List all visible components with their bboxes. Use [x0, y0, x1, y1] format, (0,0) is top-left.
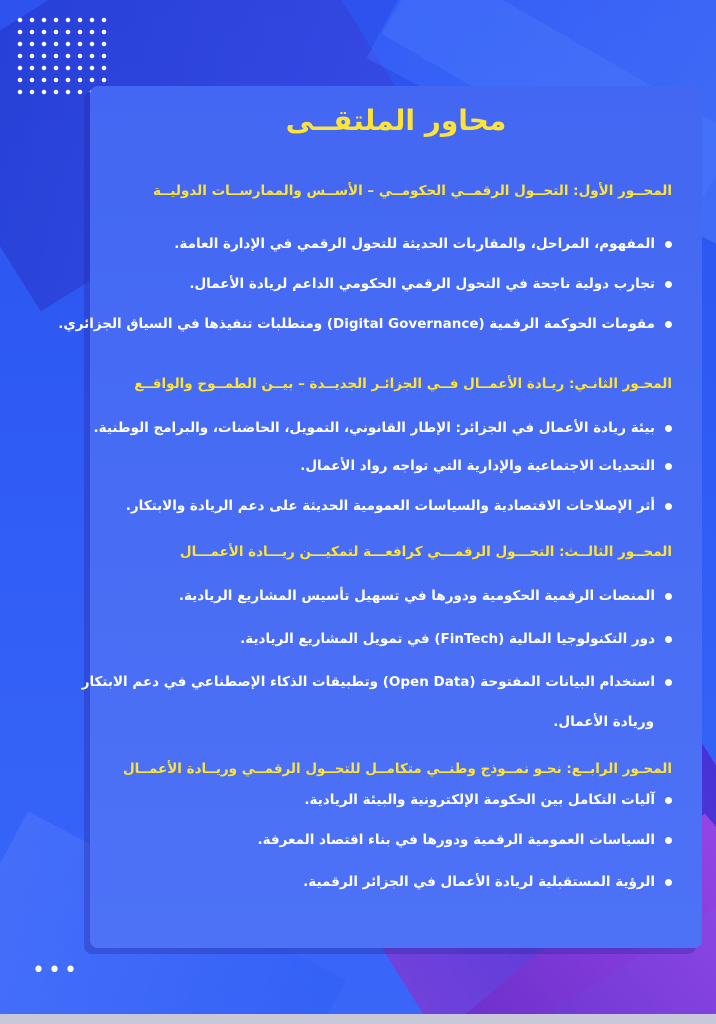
axis-1-title: المحــور الأول: التحــول الرقمــي الحكومــي – الأســس والممارســات الدوليــة	[153, 183, 672, 199]
bullet-icon	[665, 281, 672, 288]
document-content	[58, 86, 702, 948]
bullet-icon	[665, 321, 672, 328]
axis-4-item: السياسات العمومية الرقمية ودورها في بناء اقتصاد المعرفة.	[257, 832, 672, 848]
bottom-bar	[0, 1014, 716, 1024]
bullet-icon	[665, 593, 672, 600]
bullet-icon	[665, 503, 672, 510]
bullet-icon	[665, 636, 672, 643]
axis-3-item: استخدام البيانات المفتوحة (Open Data) وتطبيقات الذكاء الإصطناعي في دعم الابتكار	[82, 674, 672, 690]
bullet-icon	[665, 837, 672, 844]
axis-4-title: المحـور الرابــع: نحـو نمــوذج وطنــي متكامــل للتحــول الرقمــي وريــادة الأعمــال	[122, 761, 672, 777]
bullet-icon	[665, 679, 672, 686]
axis-2-title: المحـور الثانـي: ريـادة الأعمــال فــي الجزائـر الجديــدة – بيــن الطمــوح والواقــع	[134, 376, 672, 392]
axis-3-item: المنصات الرقمية الحكومية ودورها في تسهيل تأسيس المشاريع الريادية.	[179, 588, 672, 604]
axis-3-item-continuation: وريادة الأعمال.	[553, 714, 654, 730]
bullet-icon	[665, 797, 672, 804]
bullet-icon	[665, 879, 672, 886]
axis-2-item: بيئة ريادة الأعمال في الجزائر: الإطار القانوني، التمويل، الحاضنات، والبرامج الوطنية.	[94, 420, 672, 436]
axis-1-item: مقومات الحوكمة الرقمية (Digital Governance) ومتطلبات تنفيذها في السياق الجزائري.	[58, 316, 672, 332]
axis-3-title: المحــور الثالــث: التحـــول الرقمـــي كرافعـــة لتمكيـــن ريـــادة الأعمـــال	[179, 544, 672, 560]
axis-2-item: أثر الإصلاحات الاقتصادية والسياسات العمومية الحديثة على دعم الريادة والابتكار.	[126, 498, 672, 514]
page-title: محاور الملتقــى	[285, 104, 507, 137]
bullet-icon	[665, 241, 672, 248]
bullet-icon	[665, 463, 672, 470]
axis-1-item: المفهوم، المراحل، والمقاربات الحديثة للتحول الرقمي في الإدارة العامة.	[174, 236, 672, 252]
axis-1-item: تجارب دولية ناجحة في التحول الرقمي الحكومي الداعم لريادة الأعمال.	[189, 276, 672, 292]
axis-4-item: آليات التكامل بين الحكومة الإلكترونية والبيئة الريادية.	[304, 792, 672, 808]
bullet-icon	[665, 425, 672, 432]
more-options-icon[interactable]: •••	[32, 958, 80, 983]
axis-3-item: دور التكنولوجيا المالية (FinTech) في تمويل المشاريع الريادية.	[240, 631, 672, 647]
axis-4-item: الرؤية المستقبلية لريادة الأعمال في الجزائر الرقمية.	[303, 874, 672, 890]
axis-2-item: التحديات الاجتماعية والإدارية التي تواجه رواد الأعمال.	[300, 458, 672, 474]
